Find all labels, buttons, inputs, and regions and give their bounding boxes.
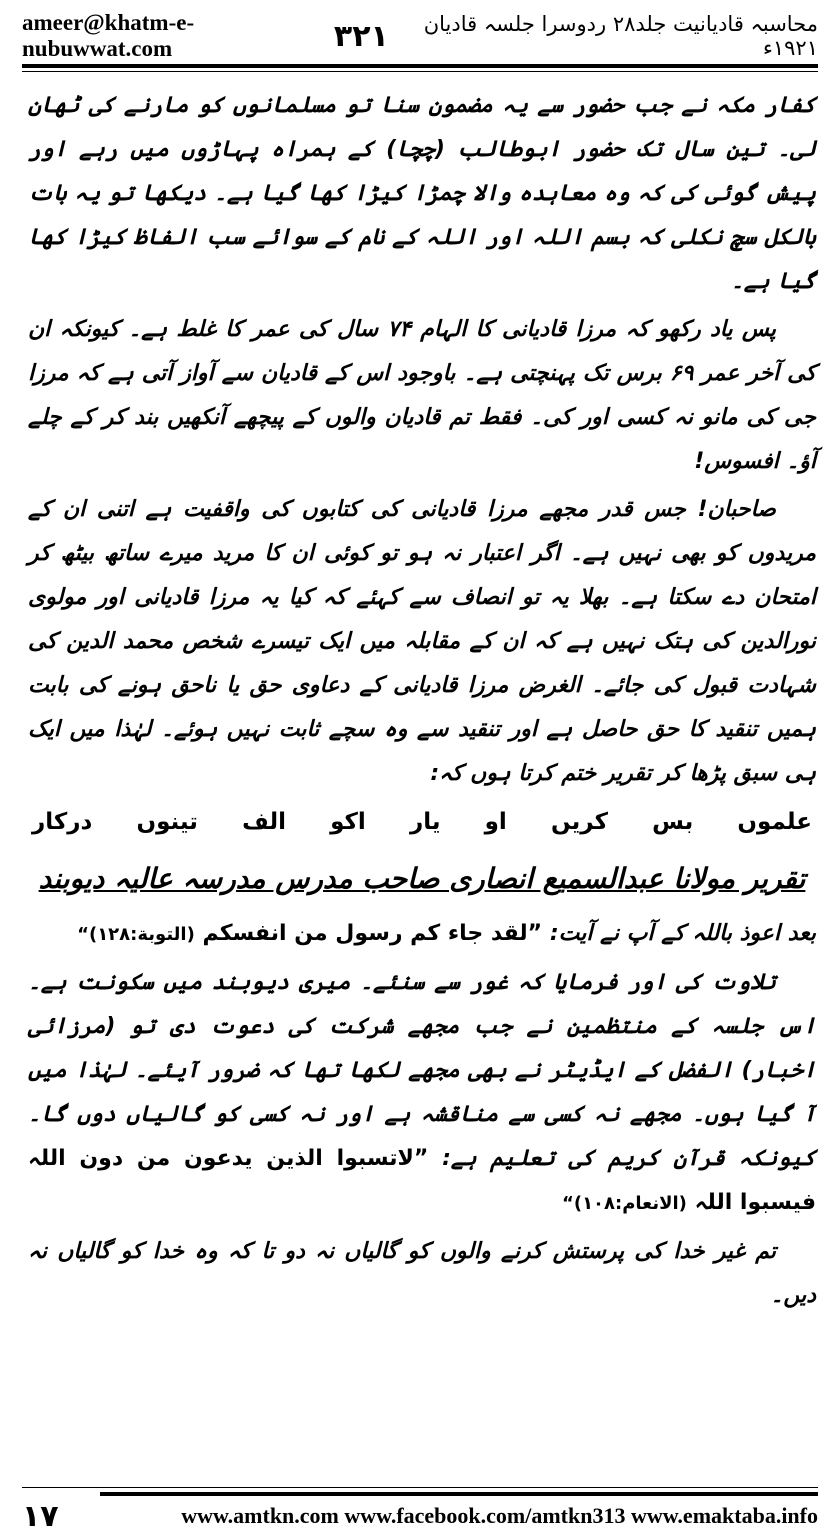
- paragraph-4: [28, 912, 816, 957]
- header-rule-thin: [22, 71, 818, 72]
- verse-word: کریں: [550, 809, 608, 835]
- header-email: ameer@khatm-e-nubuwwat.com: [22, 10, 195, 61]
- verse-reference-1: (التوبة:۱۲۸)“: [77, 924, 195, 945]
- verse-word: تینوں: [136, 809, 198, 835]
- page-header: [22, 10, 818, 61]
- footer-folio: ۱۷: [22, 1498, 59, 1534]
- verse-reference-2: (الانعام:۱۰۸)“: [562, 1193, 687, 1214]
- verse-word: اکو: [330, 809, 366, 835]
- page-footer: [22, 1497, 818, 1535]
- header-page-number: ۳۲۱: [333, 18, 389, 54]
- header-running-title: محاسبہ قادیانیت جلد۲۸ ردوسرا جلسہ قادیان ۱۹۲۱ء: [423, 12, 818, 60]
- header-right-group: [320, 12, 818, 60]
- verse-word: درکار: [32, 809, 93, 835]
- footer-rule-thin: [22, 1487, 818, 1488]
- verse-word: یار: [409, 809, 441, 835]
- header-rule-thick: [22, 64, 818, 68]
- paragraph-2: پس یاد رکھو کہ مرزا قادیانی کا الہام ۷۴ سال کی عمر کا غلط ہے۔ کیونکہ ان کی آخر عمر ۶۹ برس تک پہنچتی ہے۔ باوجود اس کے قادیان سے آواز آتی ہے کہ مرزا جی کی مانو نہ کسی اور کی۔ فقط تم قادیان والوں کے پیچھے آنکھیں بند کر کے چلے آؤ۔ افسوس!: [28, 317, 816, 474]
- verse-word: الف: [242, 809, 286, 835]
- footer-links[interactable]: www.amtkn.com www.facebook.com/amtkn313 www.emaktaba.info: [181, 1503, 818, 1528]
- paragraph-6: تم غیر خدا کی پرستش کرنے والوں کو گالیاں نہ دو تا کہ وہ خدا کو گالیاں نہ دیں۔: [28, 1239, 816, 1308]
- paragraph-5-text: تلاوت کی اور فرمایا کہ غور سے سنئے۔ میری دیوبند میں سکونت ہے۔ اس جلسہ کے منتظمین نے جب مجھے شرکت کی دعوت دی تو (مرزائی اخبار) الفضل کے ایڈیٹر نے بھی مجھے لکھا تھا کہ ضرور آیئے۔ لہٰذا میں آ گیا ہوں۔ مجھے نہ کسی سے مناقشہ ہے اور نہ کسی کو گالیاں دوں گا۔ کیونکہ قرآن کریم کی تعلیم ہے:: [28, 970, 816, 1171]
- verse-line: [28, 800, 816, 844]
- verse-word: بس: [652, 809, 694, 835]
- paragraph-5: [28, 961, 816, 1226]
- section-heading: تقریر مولانا عبدالسمیع انصاری صاحب مدرس مدرسہ عالیہ دیوبند: [38, 862, 806, 895]
- quran-verse-1: ”لقد جاء کم رسول من انفسکم: [202, 921, 543, 946]
- verse-word: علموں: [737, 809, 812, 835]
- page-body: [28, 84, 816, 1322]
- paragraph-3: صاحبان! جس قدر مجھے مرزا قادیانی کی کتابوں کی واقفیت ہے اتنی ان کے مریدوں کو بھی نہیں ہے۔ اگر اعتبار نہ ہو تو کوئی ان کا مرید میرے ساتھ بیٹھ کر امتحان دے سکتا ہے۔ بھلا یہ تو انصاف سے کہئے کہ کیا یہ مرزا قادیانی اور مولوی نورالدین کی ہتک نہیں ہے کہ ان کے مقابلہ میں ایک تیسرے شخص محمد الدین کی شہادت قبول کی جائے۔ الغرض مرزا قادیانی کے دعاوی حق یا ناحق ہونے کی بابت ہمیں تنقید کا حق حاصل ہے اور تنقید سے وہ سچے ثابت نہیں ہوئے۔ لہٰذا میں ایک ہی سبق پڑھا کر تقریر ختم کرتا ہوں کہ:: [28, 497, 816, 786]
- paragraph-1: کفار مکہ نے جب حضور سے یہ مضمون سنا تو مسلمانوں کو مارنے کی ٹھان لی۔ تین سال تک حضور ابوطالب (چچا) کے ہمراہ پہاڑوں میں رہے اور پیش گوئی کی کہ وہ معاہدہ والا چمڑا کیڑا کھا گیا ہے۔ دیکھا تو یہ بات بالکل سچ نکلی کہ بسم اللہ اور اللہ کے نام کے سوائے سب الفاظ کیڑا کھا گیا ہے۔: [28, 93, 816, 294]
- paragraph-4-intro: بعد اعوذ باللہ کے آپ نے آیت:: [549, 921, 816, 946]
- quran-verse-2: ”لاتسبوا الذین یدعون من دون اللہ فیسبوا اللہ: [28, 1146, 816, 1215]
- footer-rule-thick: [100, 1492, 818, 1496]
- verse-word: او: [484, 809, 507, 835]
